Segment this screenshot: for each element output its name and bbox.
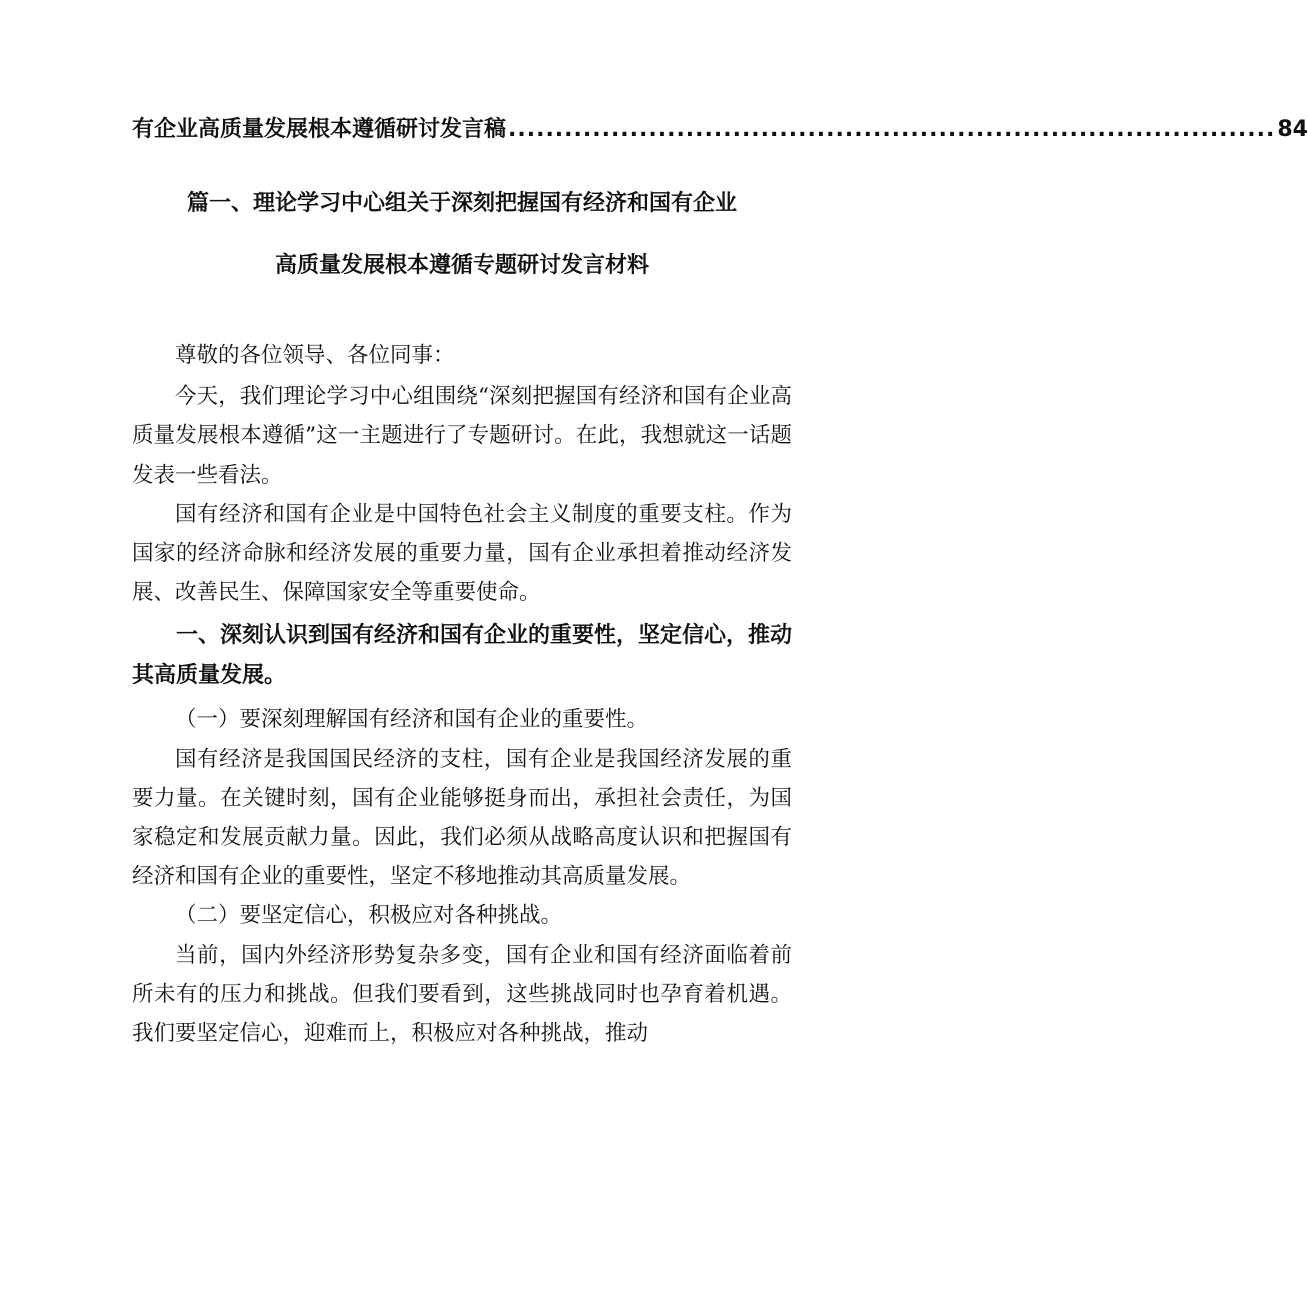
paragraph-importance: 国有经济是我国国民经济的支柱，国有企业是我国经济发展的重要力量。在关键时刻，国有企业能够挺身而出，承担社会责任，为国家稳定和发展贡献力量。因此，我们必须从战略高度认识和把握国有经济和国有企业的重要性，坚定不移地推动其高质量发展。	[132, 746, 792, 890]
document-body	[132, 336, 792, 1053]
document-title-line-2: 高质量发展根本遵循专题研讨发言材料	[274, 253, 649, 278]
toc-entry-text: 有企业高质量发展根本遵循研讨发言稿	[132, 117, 507, 142]
subheading-2: （二）要坚定信心，积极应对各种挑战。	[175, 903, 563, 929]
subheading-1: （一）要深刻理解国有经济和国有企业的重要性。	[175, 707, 649, 733]
document-title-line-1: 篇一、理论学习中心组关于深刻把握国有经济和国有企业	[186, 191, 737, 216]
toc-entry[interactable]	[132, 112, 1308, 152]
salutation: 尊敬的各位领导、各位同事：	[175, 343, 455, 368]
toc-page-number: 84	[1277, 117, 1308, 142]
paragraph-challenges: 当前，国内外经济形势复杂多变，国有企业和国有经济面临着前所未有的压力和挑战。但我们要看到，这些挑战同时也孕育着机遇。我们要坚定信心，迎难而上，积极应对各种挑战，推动	[132, 942, 792, 1047]
paragraph-background: 国有经济和国有企业是中国特色社会主义制度的重要支柱。作为国家的经济命脉和经济发展的重要力量，国有企业承担着推动经济发展、改善民生、保障国家安全等重要使命。	[132, 501, 792, 606]
toc-leader-dots: ..................................................................................	[508, 117, 1276, 142]
paragraph-intro: 今天，我们理论学习中心组围绕“深刻把握国有经济和国有企业高质量发展根本遵循”这一主题进行了专题研讨。在此，我想就这一话题发表一些看法。	[132, 384, 792, 488]
section-heading-1: 一、深刻认识到国有经济和国有企业的重要性，坚定信心，推动其高质量发展。	[132, 623, 793, 689]
